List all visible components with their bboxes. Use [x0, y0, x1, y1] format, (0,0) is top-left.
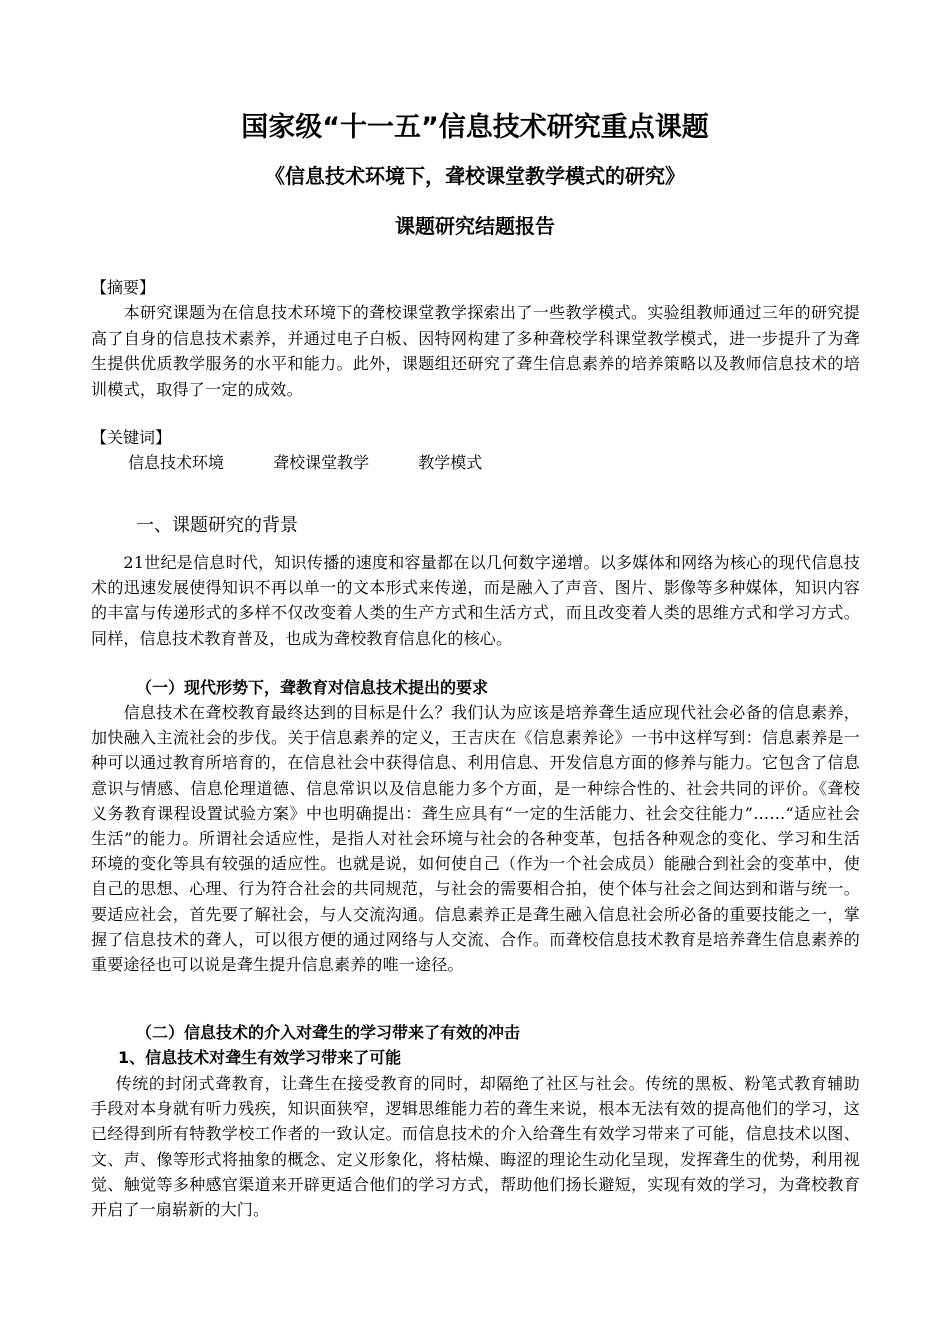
keyword-item: 聋校课堂教学 — [273, 453, 370, 472]
abstract-text: 本研究课题为在信息技术环境下的聋校课堂教学探索出了一些教学模式。实验组教师通过三年的研究提高了自身的信息技术素养，并通过电子白板、因特网构建了多种聋校学科课堂教学模式，进一步提升了为聋生提供优质教学服务的水平和能力。此外，课题组还研究了聋生信息素养的培养策略以及教师信息技术的培训模式，取得了一定的成效。 — [91, 303, 860, 399]
document-title: 国家级“十一五”信息技术研究重点课题 — [241, 112, 709, 143]
subsection-heading: （一）现代形势下，聋教育对信息技术提出的要求 — [136, 678, 489, 697]
keyword-item: 信息技术环境 — [128, 453, 225, 472]
section-paragraph: 21世纪是信息时代，知识传播的速度和容量都在以几何数字递增。以多媒体和网络为核心的现代信息技术的迅速发展使得知识不再以单一的文本形式来传递，而是融入了声音、图片、影像等多种媒体，知识内容的丰富与传递形式的多样不仅改变着人类的生产方式和生活方式，而且改变着人类的思维方式和学习方式。同样，信息技术教育普及，也成为聋校教育信息化的核心。 — [91, 553, 860, 648]
subsection-heading: （二）信息技术的介入对聋生的学习带来了有效的冲击 — [136, 1023, 521, 1042]
report-title: 课题研究结题报告 — [395, 214, 555, 238]
subsection-paragraph: 信息技术在聋校教育最终达到的目标是什么？我们认为应该是培养聋生适应现代社会必备的信息素养，加快融入主流社会的步伐。关于信息素养的定义，王吉庆在《信息素养论》一书中这样写到：信息素养是一种可以通过教育所培育的，在信息社会中获得信息、利用信息、开发信息方面的修养与能力。它包含了信息意识与情感、信息伦理道德、信息常识以及信息能力多个方面，是一种综合性的、社会共同的评价。《聋校义务教育课程设置试验方案》中也明确提出：聋生应具有“一定的生活能力、社会交往能力”……“适应社会生活”的能力。所谓社会适应性，是指人对社会环境与社会的各种变革，包括各种观念的变化、学习和生活环境的变化等具有较强的适应性。也就是说，如何使自己（作为一个社会成员）能融合到社会的变革中，使自己的思想、心理、行为符合社会的共同规范，与社会的需要相合拍，使个体与社会之间达到和谐与统一。要适应社会，首先要了解社会，与人交流沟通。信息素养正是聋生融入信息社会所必备的重要技能之一，掌握了信息技术的聋人，可以很方便的通过网络与人交流、合作。而聋校信息技术教育是培养聋生信息素养的重要途径也可以说是聋生提升信息素养的唯一途径。 — [91, 703, 860, 975]
keywords-label: 【关键词】 — [91, 428, 172, 447]
keyword-item: 教学模式 — [418, 453, 483, 472]
abstract-label: 【摘要】 — [91, 278, 156, 297]
section-heading: 一、课题研究的背景 — [136, 515, 298, 536]
keywords-list — [128, 451, 526, 475]
document-subtitle: 《信息技术环境下，聋校课堂教学模式的研究》 — [265, 164, 685, 188]
item-heading: 1、信息技术对聋生有效学习带来了可能 — [118, 1048, 402, 1067]
subsection-paragraph: 传统的封闭式聋教育，让聋生在接受教育的同时，却隔绝了社区与社会。传统的黑板、粉笔式教育辅助手段对本身就有听力残疾，知识面狭窄，逻辑思维能力若的聋生来说，根本无法有效的提高他们的学习，这已经得到所有特教学校工作者的一致认定。而信息技术的介入给聋生有效学习带来了可能，信息技术以图、文、声、像等形式将抽象的概念、定义形象化，将枯燥、晦涩的理论生动化呈现，发挥聋生的优势，利用视觉、触觉等多种感官渠道来开辟更适合他们的学习方式，帮助他们扬长避短，实现有效的学习，为聋校教育开启了一扇崭新的大门。 — [91, 1074, 860, 1220]
